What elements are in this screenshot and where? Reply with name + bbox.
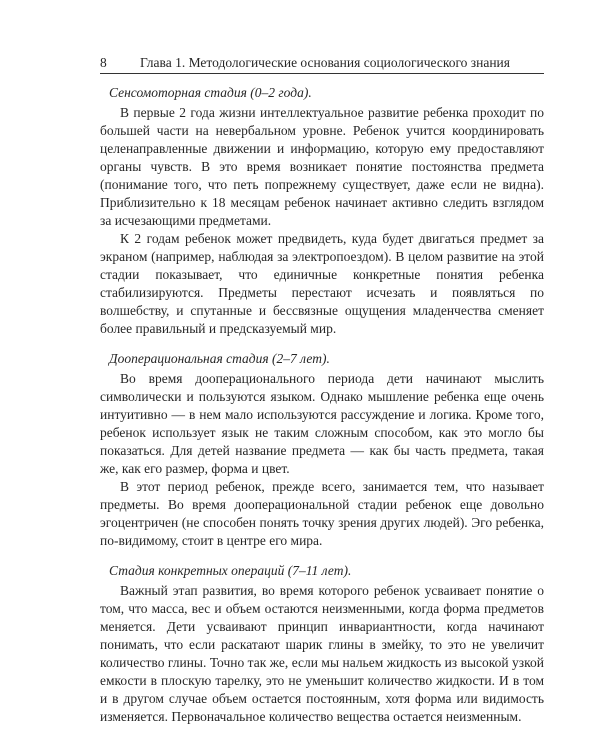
section-title: Дооперациональная стадия (2–7 лет). [109,351,330,366]
running-header [100,55,544,71]
section-preoperational [100,350,544,550]
paragraph: В первые 2 года жизни интеллектуальное развитие ребенка проходит по большей части на невербальном уровне. Ребенок учится координировать целенаправленные движении и информацию, которую ему предоставляют органы чувств. В это время возникает понятие постоянства предмета (понимание того, что петь попрежнему существует, даже если не видна). Приблизительно к 18 месяцам ребенок начинает активно следить взглядом за исчезающими предметами. [100,105,544,228]
header-divider [100,73,544,74]
section-title: Сенсомоторная стадия (0–2 года). [109,85,312,100]
section-concrete-operations [100,562,544,726]
paragraph: Во время дооперационального периода дети начинают мыслить символически и пользуются языком. Однако мышление ребенка еще очень интуитивно — в нем мало используются рассуждение и логика. Кроме того, ребенок использует язык не таким сложным способом, как это могло бы показаться. Для детей название предмета — как бы часть предмета, такая же, как его размер, форма и цвет. [100,371,544,476]
page-body [100,84,544,726]
chapter-title: Глава 1. Методологические основания социологического знания [140,55,510,70]
section-sensorimotor [100,84,544,338]
paragraph: К 2 годам ребенок может предвидеть, куда будет двигаться предмет за экраном (например, наблюдая за электропоездом). В целом развитие на этой стадии показывает, что единичные конкретные понятия ребенка стабилизируются. Предметы перестают исчезать и появляться по волшебству, и спутанные и бессвязные ощущения младенчества сменяет более правильный и предсказуемый мир. [100,231,544,336]
section-title: Стадия конкретных операций (7–11 лет). [109,563,352,578]
page-number: 8 [100,55,107,70]
paragraph: Важный этап развития, во время которого ребенок усваивает понятие о том, что масса, вес и объем остаются неизменными, когда форма предметов меняется. Дети усваивают принцип инвариантности, когда начинают понимать, что если раскатают шарик глины в змейку, то это не увеличит количество глины. Точно так же, если мы нальем жидкость из высокой узкой емкости в плоскую тарелку, это не уменьшит количество жидкости. И в том и в другом случае объем остается постоянным, хотя форма или видимость изменяется. Первоначальное количество вещества остается неизменным. [100,583,544,724]
paragraph: В этот период ребенок, прежде всего, занимается тем, что называет предметы. Во время дооперациональной стадии ребенок еще довольно эгоцентричен (не способен понять точку зрения других людей). Эго ребенка, по-видимому, стоит в центре его мира. [100,479,544,548]
